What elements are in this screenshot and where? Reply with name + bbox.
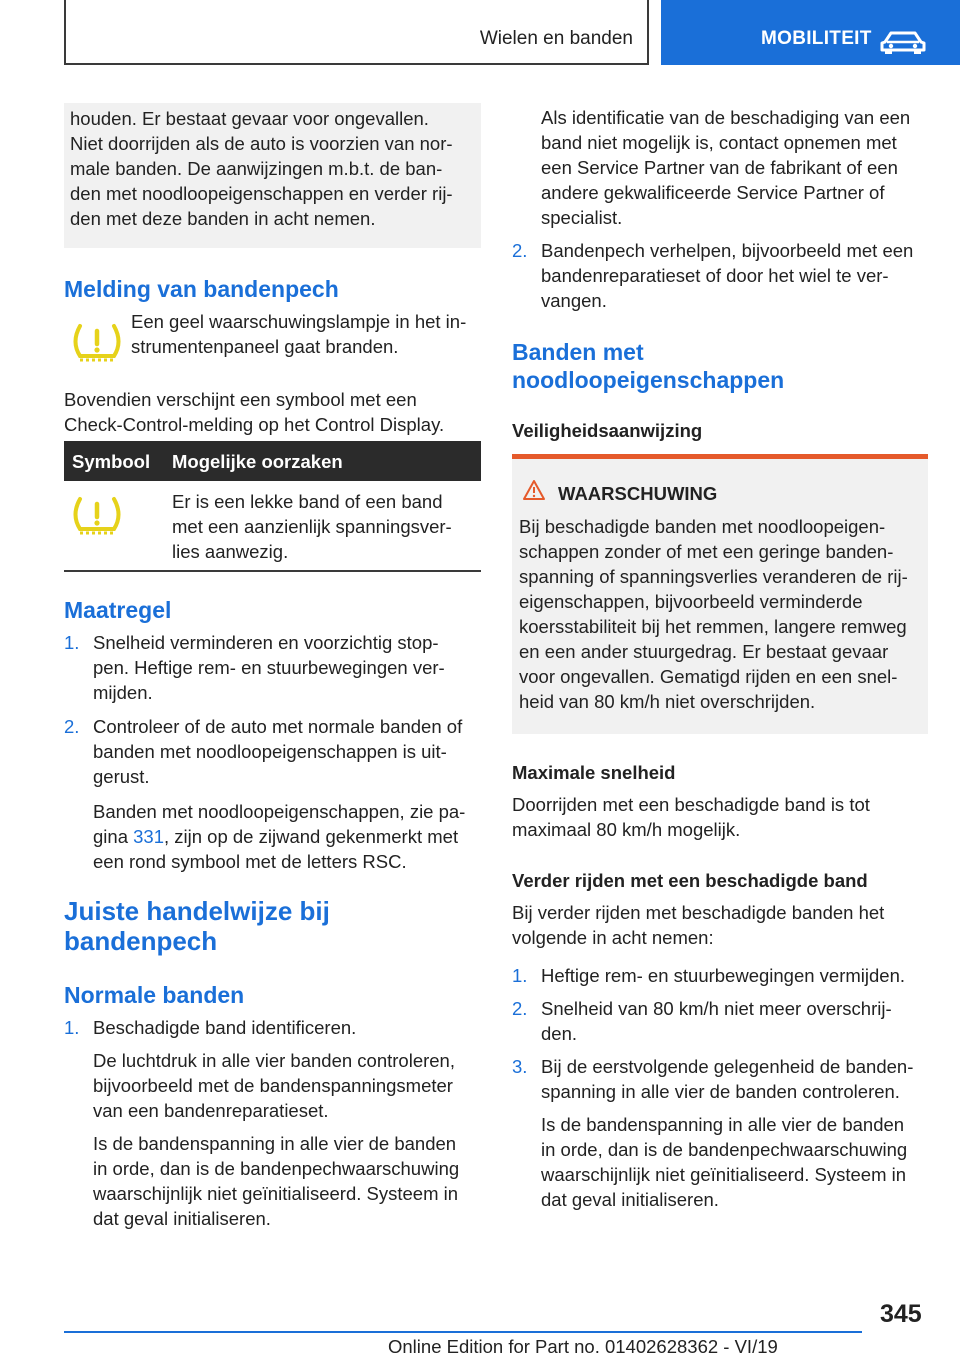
table-row [172,489,482,564]
page-number: 345 [880,1300,922,1328]
text-line: Een geel waarschuwingslampje in het in- [131,311,467,332]
text-line: Als identificatie van de beschadiging van een [541,107,911,128]
text-line: volgende in acht nemen: [512,927,714,948]
text-line: Beschadigde band identificeren. [93,1017,357,1038]
text-line: bandenreparatieset of door het wiel te ver- [541,265,889,286]
text-line: Snelheid verminderen en voorzichtig stop- [93,632,439,653]
text-line: male banden. De aanwijzingen m.b.t. de ban- [70,158,443,179]
text-line: en een ander stuurgedrag. Er bestaat gevaar [519,641,889,662]
list-number: 2. [512,998,528,1019]
list-item [64,1015,484,1041]
text-line: pen. Heftige rem- en stuurbewegingen ver- [93,657,445,678]
list-number: 1. [512,965,528,986]
heading-juiste-line: bandenpech [64,926,218,956]
list-number: 2. [64,716,80,737]
text-line: maximaal 80 km/h mogelijk. [512,819,741,840]
footer-rule [64,1331,862,1333]
page-link-331[interactable]: 331 [133,826,164,847]
list-item [64,630,484,710]
list-item [512,238,942,318]
list-item [512,1054,942,1106]
text-line: Bovendien verschijnt een symbool met een [64,389,417,410]
text-line: den. [541,1023,578,1044]
text-line: andere gekwalificeerde Service Partner of [541,182,885,203]
text-line: waarschijnlijk niet geïnitialiseerd. Systeem in [93,1183,459,1204]
text-line: een rond symbool met de letters RSC. [93,851,407,872]
heading-maatregel: Maatregel [64,597,172,623]
text-line: Bandenpech verhelpen, bijvoorbeeld met een [541,240,914,261]
text-line: waarschijnlijk niet geïnitialiseerd. Systeem in [541,1164,907,1185]
header-tab-label: MOBILITEIT [761,28,872,49]
text-line: Controleer of de auto met normale banden of [93,716,463,737]
text-line: Is de bandenspanning in alle vier de banden [541,1114,905,1135]
list-number: 1. [64,1017,80,1038]
footer-edition: Online Edition for Part no. 01402628362 - VI/19 [388,1336,778,1357]
list-number: 2. [512,240,528,261]
text-line: strumentenpaneel gaat branden. [131,336,399,357]
text-line: in orde, dan is de bandenpechwaarschuwing [541,1139,908,1160]
text-line: schappen zonder of met een geringe banden- [519,541,894,562]
heading-banden-line: Banden met [512,339,644,365]
table-col-symbool: Symbool [72,451,151,472]
heading-juiste-line: Juiste handelwijze bij [64,896,330,926]
text-line: heid van 80 km/h niet overschrijden. [519,691,816,712]
header-mobiliteit-tab[interactable] [661,0,960,65]
warning-triangle-icon [522,479,546,501]
text-line: spanning in alle vier de banden controleren. [541,1081,900,1102]
text-line: band niet mogelijk is, contact opnemen met [541,132,897,153]
text-line: Doorrijden met een beschadigde band is tot [512,794,870,815]
safety-note-box [64,103,481,248]
text-line: mijden. [93,682,153,703]
header-section-title: Wielen en banden [479,28,633,49]
text-line: Snelheid van 80 km/h niet meer overschrij- [541,998,892,1019]
text-line: met een aanzienlijk spanningsver- [172,516,452,537]
text-line: Bij beschadigde banden met noodloopeigen- [519,516,886,537]
text-line: houden. Er bestaat gevaar voor ongevallen. [70,108,429,129]
heading-melding: Melding van bandenpech [64,276,339,302]
text-line: bijvoorbeeld met de bandenspanningsmeter [93,1075,453,1096]
text-line: specialist. [541,207,623,228]
text-line: van een bandenreparatieset. [93,1100,329,1121]
tire-pressure-warning-icon [68,495,126,541]
text-line: in orde, dan is de bandenpechwaarschuwing [93,1158,460,1179]
list-item [64,714,484,794]
text-line: spanning of spanningsverlies veranderen de rij- [519,566,908,587]
text-line: eigenschappen, bijvoorbeeld verminderde [519,591,863,612]
text-line: dat geval initialiseren. [541,1189,719,1210]
text-line: banden met noodloopeigenschappen is uit- [93,741,447,762]
text-fragment: gina [93,826,134,847]
table-bottom-rule [64,570,481,572]
heading-veiligheid: Veiligheidsaanwijzing [512,420,703,441]
header-section-box [64,0,649,65]
symbol-table-header [64,441,481,481]
list-item [512,996,942,1048]
text-line: Heftige rem- en stuurbewegingen vermijden. [541,965,906,986]
warning-box [512,459,928,734]
tire-pressure-warning-icon [68,322,126,368]
text-line: een Service Partner van de fabrikant of een [541,157,898,178]
list-number: 3. [512,1056,528,1077]
text-line: Bij de eerstvolgende gelegenheid de banden- [541,1056,914,1077]
text-line: den met noodloopeigenschappen en verder rij- [70,183,453,204]
list-item [512,963,942,989]
text-line: De luchtdruk in alle vier banden controleren, [93,1050,455,1071]
text-line: Check-Control-melding op het Control Display. [64,414,445,435]
list-number: 1. [64,632,80,653]
text-line: Is de bandenspanning in alle vier de banden [93,1133,457,1154]
car-icon [879,30,927,54]
text-line: koersstabiliteit bij het remmen, langere remweg [519,616,907,637]
heading-max-snelheid: Maximale snelheid [512,762,676,783]
heading-banden-line: noodloopeigenschappen [512,367,785,393]
text-line: Er is een lekke band of een band [172,491,443,512]
text-line: voor ongevallen. Gematigd rijden en een snel- [519,666,898,687]
text-fragment: , zijn op de zijwand gekenmerkt met [164,826,459,847]
text-line: Bij verder rijden met beschadigde banden het [512,902,885,923]
text-line: den met deze banden in acht nemen. [70,208,376,229]
warning-title: WAARSCHUWING [558,483,718,504]
heading-verder-rijden: Verder rijden met een beschadigde band [512,870,868,891]
text-line: vangen. [541,290,607,311]
text-line: Niet doorrijden als de auto is voorzien van nor- [70,133,453,154]
text-line [93,824,483,849]
table-col-oorzaken: Mogelijke oorzaken [172,451,343,472]
heading-normale-banden: Normale banden [64,982,245,1008]
text-line: lies aanwezig. [172,541,289,562]
text-line: dat geval initialiseren. [93,1208,271,1229]
text-line: gerust. [93,766,150,787]
text-line: Banden met noodloopeigenschappen, zie pa- [93,801,466,822]
